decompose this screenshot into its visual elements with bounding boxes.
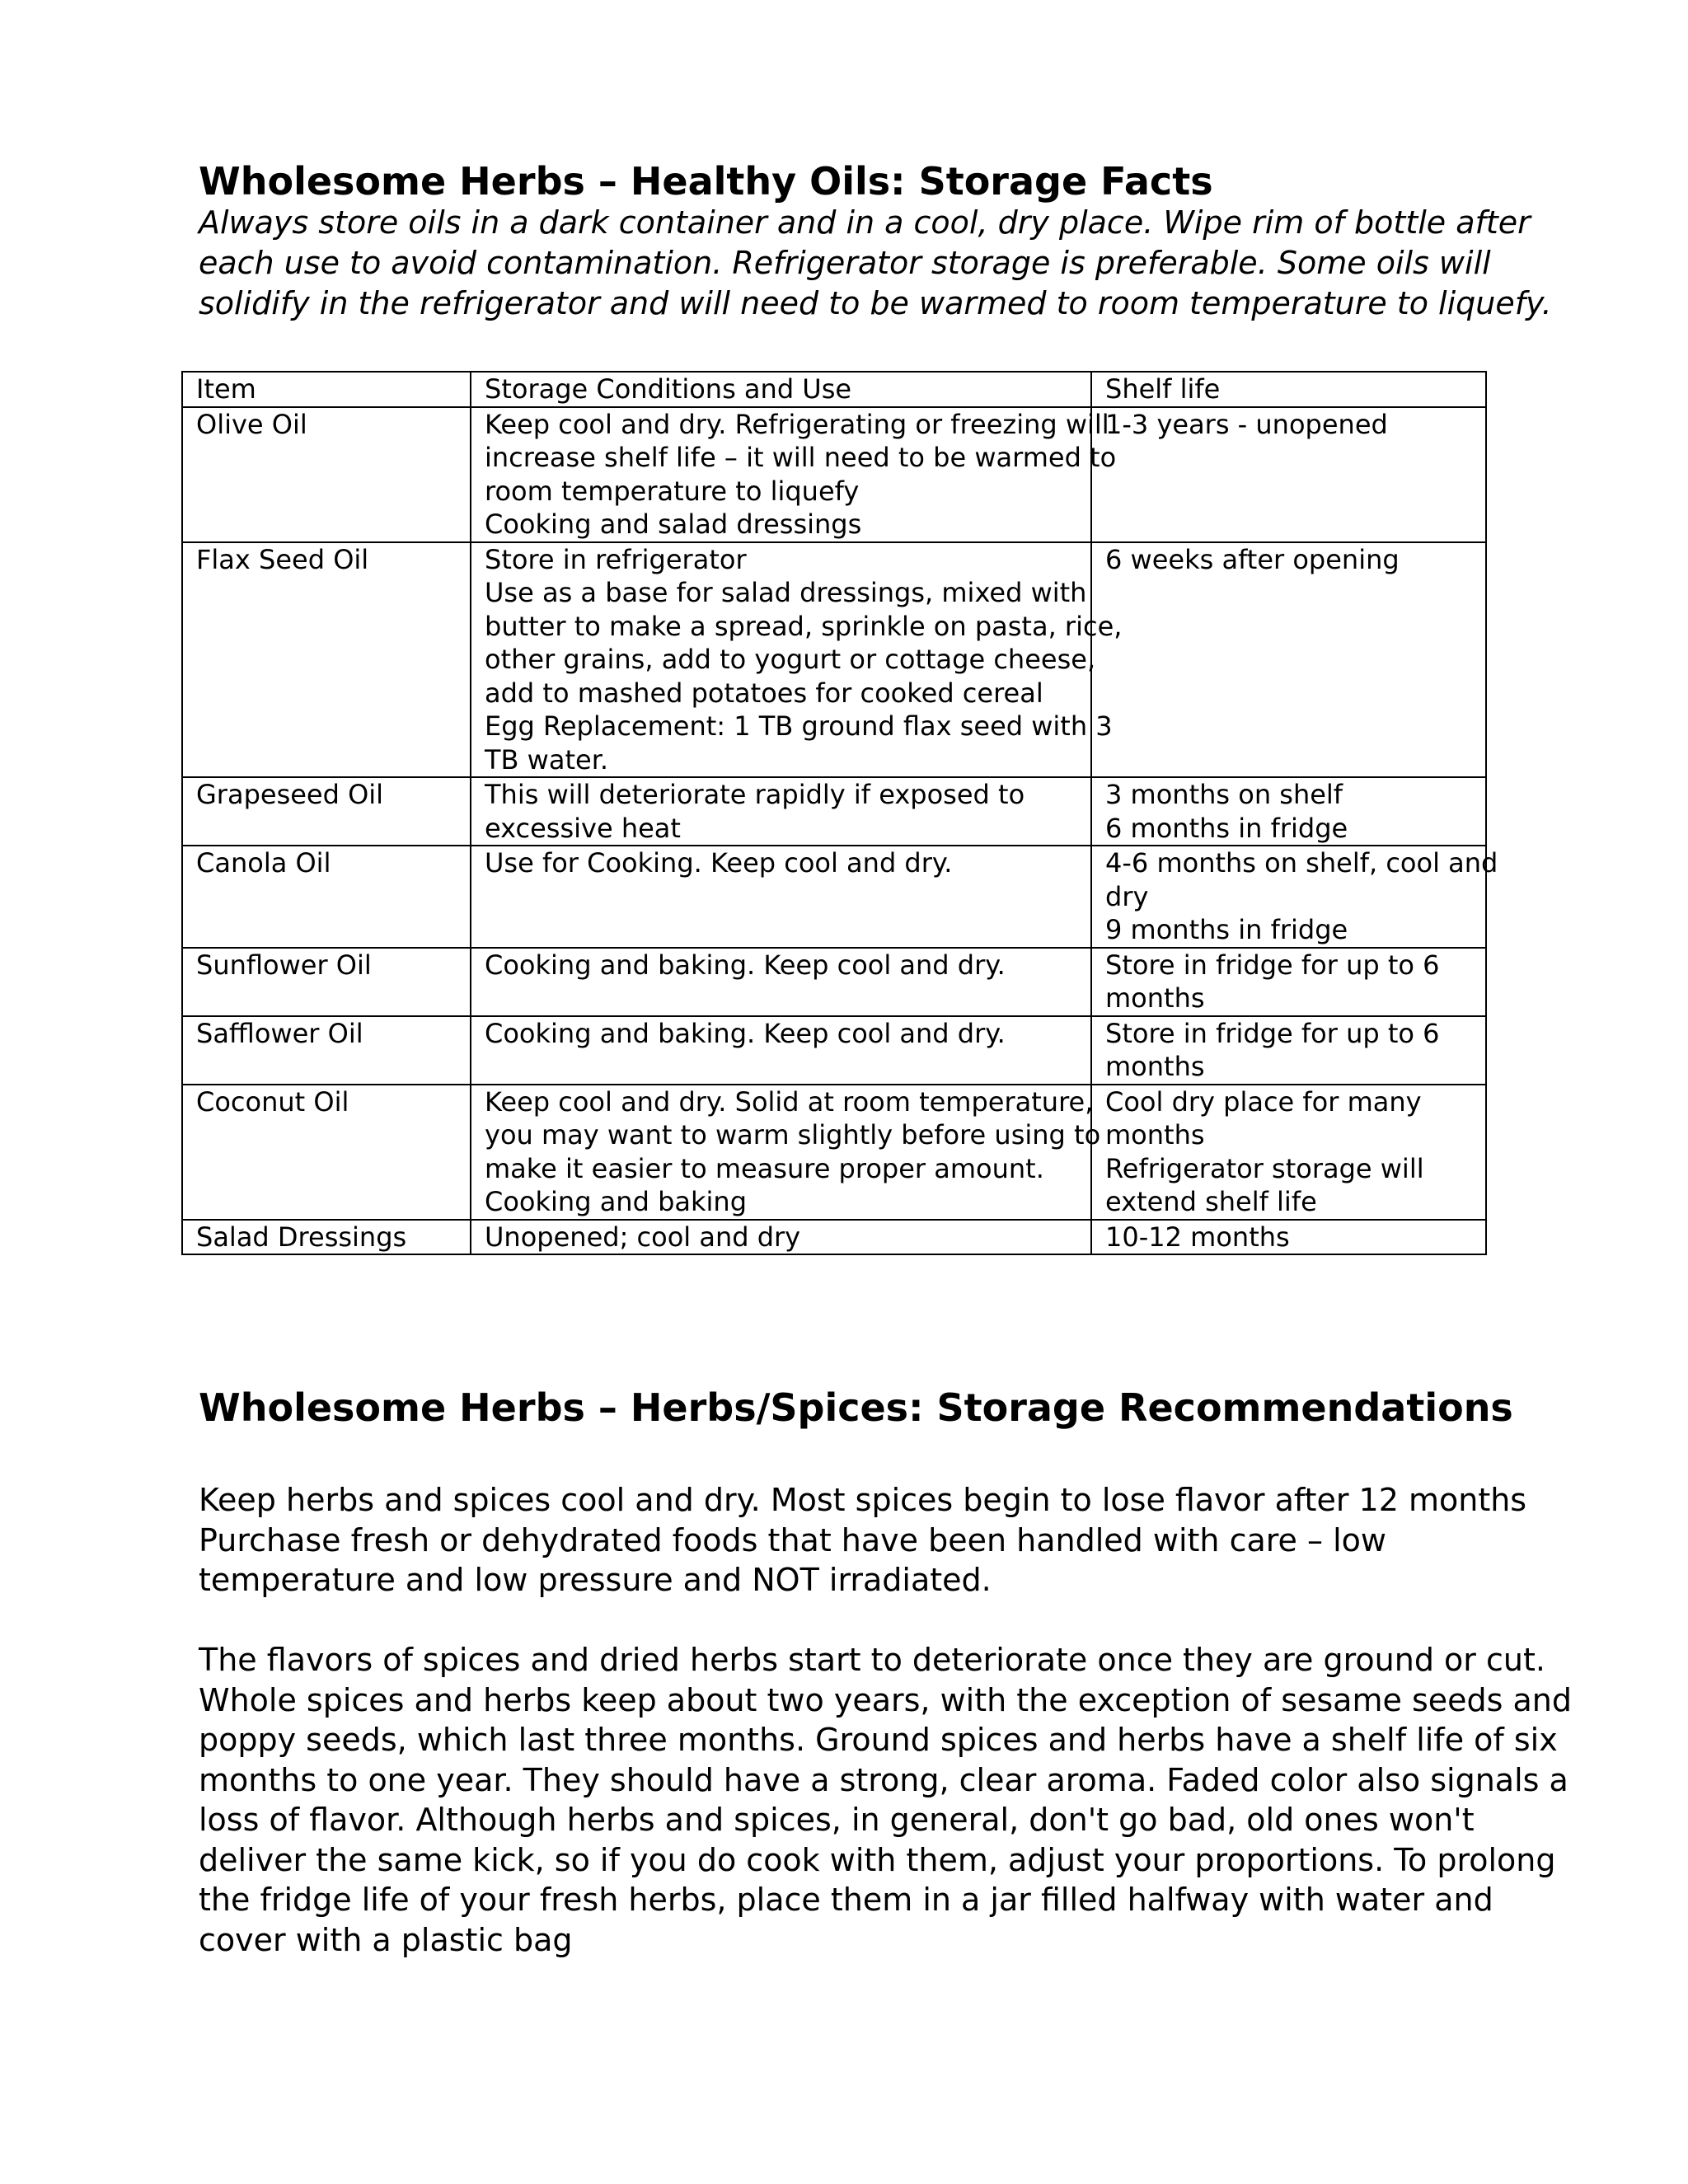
header-item: Item — [182, 372, 471, 407]
storage-line: butter to make a spread, sprinkle on pasta, rice, — [485, 610, 1123, 642]
item-name: Flax Seed Oil — [196, 543, 369, 575]
shelf-life-line: Refrigerator storage will — [1105, 1152, 1424, 1184]
cell-shelf-life — [1091, 777, 1486, 846]
cell-shelf-life — [1091, 1016, 1486, 1085]
cell-shelf-life — [1091, 1085, 1486, 1220]
cell-shelf-life — [1091, 846, 1498, 948]
storage-line: Store in refrigerator — [485, 543, 747, 575]
cell-item — [182, 1220, 471, 1255]
shelf-life-line: Store in fridge for up to 6 — [1105, 949, 1440, 981]
shelf-life-line: 1-3 years - unopened — [1105, 408, 1388, 440]
shelf-life-line: dry — [1105, 880, 1149, 912]
oil-storage-table — [181, 371, 1498, 1255]
shelf-life-line: 4-6 months on shelf, cool and — [1105, 847, 1498, 879]
herbs-paragraph-1 — [199, 1480, 1527, 1601]
storage-line: Egg Replacement: 1 TB ground flax seed with 3 — [485, 710, 1113, 742]
oils-intro — [199, 203, 1552, 324]
item-name: Salad Dressings — [196, 1221, 407, 1253]
cell-shelf-life — [1091, 407, 1486, 542]
oils-intro-line: each use to avoid contamination. Refrigerator storage is preferable. Some oils will — [199, 245, 1491, 281]
cell-item — [182, 1085, 471, 1220]
table-row — [182, 948, 1486, 1016]
storage-line: Cooking and baking. Keep cool and dry. — [485, 949, 1006, 981]
cell-storage — [471, 777, 1091, 846]
shelf-life-line: 3 months on shelf — [1105, 779, 1343, 810]
cell-item — [182, 948, 471, 1016]
item-name: Olive Oil — [196, 408, 307, 440]
storage-line: room temperature to liquefy — [485, 475, 860, 507]
storage-line: This will deteriorate rapidly if exposed to — [485, 779, 1025, 810]
paragraph-line: The flavors of spices and dried herbs start to deteriorate once they are ground or cut. — [199, 1642, 1545, 1678]
shelf-life-line: months — [1105, 1051, 1205, 1082]
shelf-life-line: Store in fridge for up to 6 — [1105, 1017, 1440, 1049]
shelf-life-line: 6 months in fridge — [1105, 812, 1348, 844]
storage-line: Use for Cooking. Keep cool and dry. — [485, 847, 953, 879]
paragraph-line: Whole spices and herbs keep about two years, with the exception of sesame seeds and — [199, 1681, 1572, 1718]
storage-line: Use as a base for salad dressings, mixed with — [485, 577, 1087, 608]
shelf-life-line: Cool dry place for many — [1105, 1085, 1422, 1118]
oil-table-body — [182, 407, 1498, 1255]
paragraph-line: temperature and low pressure and NOT irradiated. — [199, 1562, 992, 1598]
table-row — [182, 1016, 1486, 1085]
storage-line: Keep cool and dry. Solid at room temperature, — [485, 1085, 1094, 1118]
table-row — [182, 1220, 1486, 1255]
herbs-paragraph-2 — [199, 1640, 1572, 1960]
cell-item — [182, 846, 471, 948]
table-row — [182, 542, 1486, 778]
paragraph-line: Purchase fresh or dehydrated foods that have been handled with care – low — [199, 1521, 1386, 1558]
table-row — [182, 407, 1486, 542]
cell-item — [182, 407, 471, 542]
storage-line: add to mashed potatoes for cooked cereal — [485, 677, 1043, 709]
storage-line: other grains, add to yogurt or cottage cheese, — [485, 644, 1096, 675]
storage-line: TB water. — [485, 743, 609, 776]
header-storage: Storage Conditions and Use — [471, 372, 1091, 407]
shelf-life-line: months — [1105, 982, 1205, 1014]
shelf-life-line: 9 months in fridge — [1105, 914, 1348, 945]
item-name: Grapeseed Oil — [196, 779, 384, 810]
item-name: Coconut Oil — [196, 1085, 349, 1118]
storage-line: you may want to warm slightly before using to — [485, 1119, 1101, 1151]
shelf-life-line: 6 weeks after opening — [1105, 543, 1400, 575]
storage-line: Unopened; cool and dry — [485, 1221, 801, 1253]
storage-line: Keep cool and dry. Refrigerating or freezing will — [485, 408, 1109, 440]
cell-item — [182, 542, 471, 778]
cell-storage — [471, 542, 1123, 778]
item-name: Canola Oil — [196, 847, 331, 879]
item-name: Sunflower Oil — [196, 949, 372, 981]
oils-section-title: Wholesome Herbs – Healthy Oils: Storage Facts — [199, 159, 1213, 204]
paragraph-line: the fridge life of your fresh herbs, place them in a jar filled halfway with water and — [199, 1882, 1493, 1918]
cell-storage — [471, 948, 1091, 1016]
table-row — [182, 1085, 1486, 1220]
cell-storage — [471, 407, 1117, 542]
cell-storage — [471, 1220, 1091, 1255]
item-name: Safflower Oil — [196, 1017, 363, 1049]
table-row — [182, 777, 1486, 846]
storage-line: Cooking and baking — [485, 1186, 747, 1217]
shelf-life-line: 10-12 months — [1105, 1221, 1290, 1253]
herbs-section-title: Wholesome Herbs – Herbs/Spices: Storage Recommendations — [199, 1385, 1513, 1430]
cell-shelf-life — [1091, 948, 1486, 1016]
paragraph-line: deliver the same kick, so if you do cook with them, adjust your proportions. To prolong — [199, 1841, 1556, 1878]
oils-intro-line: solidify in the refrigerator and will need to be warmed to room temperature to liquefy. — [199, 285, 1552, 321]
storage-line: increase shelf life – it will need to be warmed to — [485, 442, 1117, 473]
paragraph-line: months to one year. They should have a strong, clear aroma. Faded color also signals a — [199, 1761, 1568, 1798]
paragraph-line: poppy seeds, which last three months. Ground spices and herbs have a shelf life of six — [199, 1722, 1558, 1758]
cell-storage — [471, 1016, 1091, 1085]
paragraph-line: Keep herbs and spices cool and dry. Most spices begin to lose flavor after 12 months — [199, 1482, 1527, 1518]
cell-item — [182, 1016, 471, 1085]
cell-shelf-life — [1091, 542, 1486, 778]
header-shelf-life: Shelf life — [1091, 372, 1486, 407]
storage-line: make it easier to measure proper amount. — [485, 1152, 1044, 1184]
cell-storage — [471, 846, 1091, 948]
paragraph-line: cover with a plastic bag — [199, 1921, 573, 1958]
paragraph-line: loss of flavor. Although herbs and spices, in general, don't go bad, old ones won't — [199, 1802, 1475, 1838]
storage-line: excessive heat — [485, 812, 681, 844]
cell-shelf-life — [1091, 1220, 1486, 1255]
storage-line: Cooking and salad dressings — [485, 509, 862, 540]
cell-item — [182, 777, 471, 846]
oils-intro-line: Always store oils in a dark container and in a cool, dry place. Wipe rim of bottle after — [199, 204, 1531, 241]
shelf-life-line: months — [1105, 1119, 1205, 1151]
cell-storage — [471, 1085, 1101, 1220]
storage-line: Cooking and baking. Keep cool and dry. — [485, 1017, 1006, 1049]
table-header-row — [182, 372, 1486, 407]
table-row — [182, 846, 1486, 948]
shelf-life-line: extend shelf life — [1105, 1186, 1317, 1217]
